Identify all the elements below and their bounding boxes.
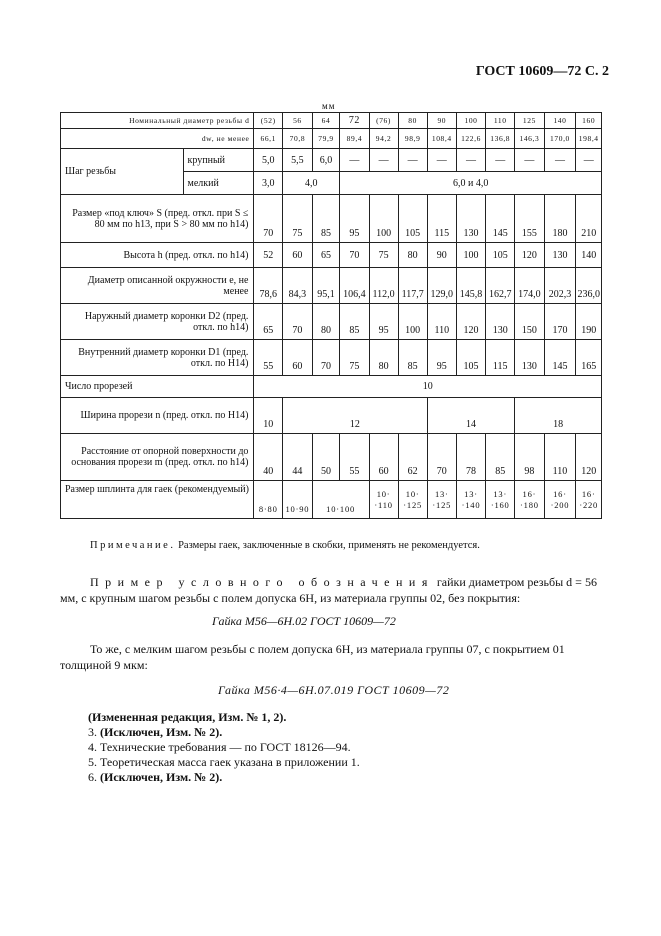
- cell: 136,8: [486, 129, 515, 149]
- cell: 4,0: [283, 172, 340, 195]
- table-row: [61, 304, 602, 340]
- cell: 85: [486, 434, 515, 481]
- cell: 115: [486, 340, 515, 376]
- list-item: 6. (Исключен, Изм. № 2).: [88, 770, 223, 784]
- cell: 75: [369, 243, 398, 268]
- row-label-nominal-diameter: Номинальный диаметр резьбы d: [61, 113, 254, 129]
- cell: 110: [544, 434, 576, 481]
- cell: 80: [312, 304, 340, 340]
- table-row: [61, 340, 602, 376]
- cell: 90: [427, 243, 456, 268]
- cell: 78: [456, 434, 485, 481]
- row-label-outer-crown: Наружный диаметр коронки D2 (пред. откл. по h14): [61, 304, 254, 340]
- cell: 70: [427, 434, 456, 481]
- cell: 12: [283, 398, 428, 434]
- table-row: [61, 376, 602, 398]
- cell: 50: [312, 434, 340, 481]
- row-label-slots: Число прорезей: [61, 376, 254, 398]
- cell: 85: [340, 304, 369, 340]
- cell: 16· ·220: [576, 481, 602, 519]
- cell: 89,4: [340, 129, 369, 149]
- cell: 98,9: [398, 129, 427, 149]
- cell: 120: [576, 434, 602, 481]
- cell: 170: [544, 304, 576, 340]
- cell: 44: [283, 434, 313, 481]
- cell: 105: [486, 243, 515, 268]
- cell: 120: [515, 243, 544, 268]
- table-row: [61, 149, 602, 172]
- table-row: [61, 113, 602, 129]
- cell: 70: [312, 340, 340, 376]
- cell: 13· ·140: [456, 481, 485, 519]
- cell: 3,0: [254, 172, 283, 195]
- example-text: гайки диаметром резьбы d = 56 мм, с крупным шагом резьбы с полем допуска 6H, из материала группы 02, без покрытия:: [60, 575, 597, 605]
- row-label-inner-crown: Внутренний диаметр коронки D1 (пред. откл. по H14): [61, 340, 254, 376]
- cell: 202,3: [544, 268, 576, 304]
- cell: 190: [576, 304, 602, 340]
- table-note: [90, 540, 480, 551]
- page-header: ГОСТ 10609—72 С. 2: [475, 64, 609, 79]
- cell: —: [576, 149, 602, 172]
- cell: 18: [515, 398, 602, 434]
- cell: 130: [456, 195, 485, 243]
- cell: 70: [283, 304, 313, 340]
- cell: 56: [283, 113, 313, 129]
- cell: 105: [398, 195, 427, 243]
- cell: 5,5: [283, 149, 313, 172]
- row-label-wrench-size: Размер «под ключ» S (пред. откл. при S ≤ 80 мм по h13, при S > 80 мм по h14): [61, 195, 254, 243]
- cell: 210: [576, 195, 602, 243]
- cell: 85: [312, 195, 340, 243]
- table-row: [61, 434, 602, 481]
- cell: 55: [254, 340, 283, 376]
- cell: 130: [486, 304, 515, 340]
- row-label-circumscribed: Диаметр описанной окружности e, не менее: [61, 268, 254, 304]
- example-formula: Гайка М56—6Н.02 ГОСТ 10609—72: [212, 614, 396, 628]
- cell: 79,9: [312, 129, 340, 149]
- cell: 100: [369, 195, 398, 243]
- cell: 95: [369, 304, 398, 340]
- cell: 198,4: [576, 129, 602, 149]
- cell: 10·90: [283, 481, 313, 519]
- cell: 16· ·200: [544, 481, 576, 519]
- cell: 16· ·180: [515, 481, 544, 519]
- cell: 70,8: [283, 129, 313, 149]
- row-label-slot-depth: Расстояние от опорной поверхности до основания прорези m (пред. откл. по h14): [61, 434, 254, 481]
- cell: (76): [369, 113, 398, 129]
- cell: 170,0: [544, 129, 576, 149]
- table-row: [61, 129, 602, 149]
- slots-count: 10: [254, 376, 602, 398]
- cell: 70: [254, 195, 283, 243]
- cell: 75: [283, 195, 313, 243]
- table-row: [61, 195, 602, 243]
- cell: 6,0 и 4,0: [340, 172, 602, 195]
- table-row: [61, 481, 602, 519]
- cell: 165: [576, 340, 602, 376]
- cell: 6,0: [312, 149, 340, 172]
- cell: 70: [340, 243, 369, 268]
- cell: 55: [340, 434, 369, 481]
- cell: 117,7: [398, 268, 427, 304]
- pitch-fine-label: мелкий: [183, 172, 254, 195]
- cell: 160: [576, 113, 602, 129]
- cell: 13· ·160: [486, 481, 515, 519]
- row-label-dw: dw, не менее: [61, 129, 254, 149]
- cell: 65: [312, 243, 340, 268]
- cell: 95: [340, 195, 369, 243]
- cell: 108,4: [427, 129, 456, 149]
- cell: 10·100: [312, 481, 369, 519]
- cell: 145: [486, 195, 515, 243]
- cell: 155: [515, 195, 544, 243]
- cell: 64: [312, 113, 340, 129]
- cell: 125: [515, 113, 544, 129]
- cell: 145: [544, 340, 576, 376]
- cell: 105: [456, 340, 485, 376]
- units-label: мм: [322, 101, 336, 111]
- cell: 129,0: [427, 268, 456, 304]
- example-lead: Пример условного обозначения: [90, 575, 434, 589]
- cell: 75: [340, 340, 369, 376]
- cell: 85: [398, 340, 427, 376]
- table-row: [61, 268, 602, 304]
- cell: 115: [427, 195, 456, 243]
- cell: 100: [398, 304, 427, 340]
- cell: 40: [254, 434, 283, 481]
- cell: 130: [515, 340, 544, 376]
- cell: —: [369, 149, 398, 172]
- table-row: [61, 398, 602, 434]
- cell: 145,8: [456, 268, 485, 304]
- cell: 180: [544, 195, 576, 243]
- cell: 174,0: [515, 268, 544, 304]
- cell: 95,1: [312, 268, 340, 304]
- cell: 110: [427, 304, 456, 340]
- cell: 14: [427, 398, 515, 434]
- dimensions-table: [60, 112, 602, 519]
- row-label-cotter-pin: Размер шплинта для гаек (рекомендуемый): [61, 481, 254, 519]
- cell: 110: [486, 113, 515, 129]
- cell: 66,1: [254, 129, 283, 149]
- cell: 52: [254, 243, 283, 268]
- row-label-slot-width: Ширина прорези n (пред. откл. по H14): [61, 398, 254, 434]
- cell: —: [544, 149, 576, 172]
- cell: 94,2: [369, 129, 398, 149]
- cell: 122,6: [456, 129, 485, 149]
- cell: —: [398, 149, 427, 172]
- cell: 130: [544, 243, 576, 268]
- table-row: [61, 243, 602, 268]
- cell: 150: [515, 304, 544, 340]
- row-label-height: Высота h (пред. откл. по h14): [61, 243, 254, 268]
- cell: 140: [576, 243, 602, 268]
- cell: 5,0: [254, 149, 283, 172]
- cell: 80: [398, 243, 427, 268]
- cell: 84,3: [283, 268, 313, 304]
- cell: 10· ·125: [398, 481, 427, 519]
- row-label-pitch: Шаг резьбы: [61, 149, 184, 195]
- cell: 100: [456, 243, 485, 268]
- cell: 98: [515, 434, 544, 481]
- cell: 146,3: [515, 129, 544, 149]
- note-text: Размеры гаек, заключенные в скобки, применять не рекомендуется.: [175, 540, 480, 551]
- cell: 162,7: [486, 268, 515, 304]
- cell: 60: [283, 340, 313, 376]
- cell: 10· ·110: [369, 481, 398, 519]
- note-lead: Примечание.: [90, 540, 176, 551]
- cell: 140: [544, 113, 576, 129]
- cell: 100: [456, 113, 485, 129]
- cell: 80: [398, 113, 427, 129]
- cell: 13· ·125: [427, 481, 456, 519]
- cell: —: [427, 149, 456, 172]
- list-item: 4. Технические требования — по ГОСТ 18126—94.: [88, 740, 351, 754]
- cell: 65: [254, 304, 283, 340]
- cell: 10: [254, 398, 283, 434]
- cell: 236,0: [576, 268, 602, 304]
- cell: 8·80: [254, 481, 283, 519]
- cell: 62: [398, 434, 427, 481]
- cell: —: [486, 149, 515, 172]
- cell: 78,6: [254, 268, 283, 304]
- cell: 90: [427, 113, 456, 129]
- list-item: 3. (Исключен, Изм. № 2).: [88, 725, 223, 739]
- cell: —: [456, 149, 485, 172]
- cell: —: [515, 149, 544, 172]
- cell: 60: [369, 434, 398, 481]
- cell: 80: [369, 340, 398, 376]
- cell: 112,0: [369, 268, 398, 304]
- cell: 95: [427, 340, 456, 376]
- cell: 60: [283, 243, 313, 268]
- example2-paragraph: То же, с мелким шагом резьбы с полем допуска 6H, из материала группы 07, с покрытием 01 толщиной 9 мкм:: [60, 642, 565, 672]
- cell: —: [340, 149, 369, 172]
- list-item: (Измененная редакция, Изм. № 1, 2).: [88, 710, 287, 724]
- items-list: [88, 710, 360, 785]
- cell: (52): [254, 113, 283, 129]
- cell: 120: [456, 304, 485, 340]
- cell: 72: [340, 113, 369, 129]
- list-item: 5. Теоретическая масса гаек указана в приложении 1.: [88, 755, 360, 769]
- pitch-coarse-label: крупный: [183, 149, 254, 172]
- example-paragraph: [60, 574, 602, 606]
- example2-formula: Гайка М56·4—6Н.07.019 ГОСТ 10609—72: [218, 683, 450, 697]
- cell: 106,4: [340, 268, 369, 304]
